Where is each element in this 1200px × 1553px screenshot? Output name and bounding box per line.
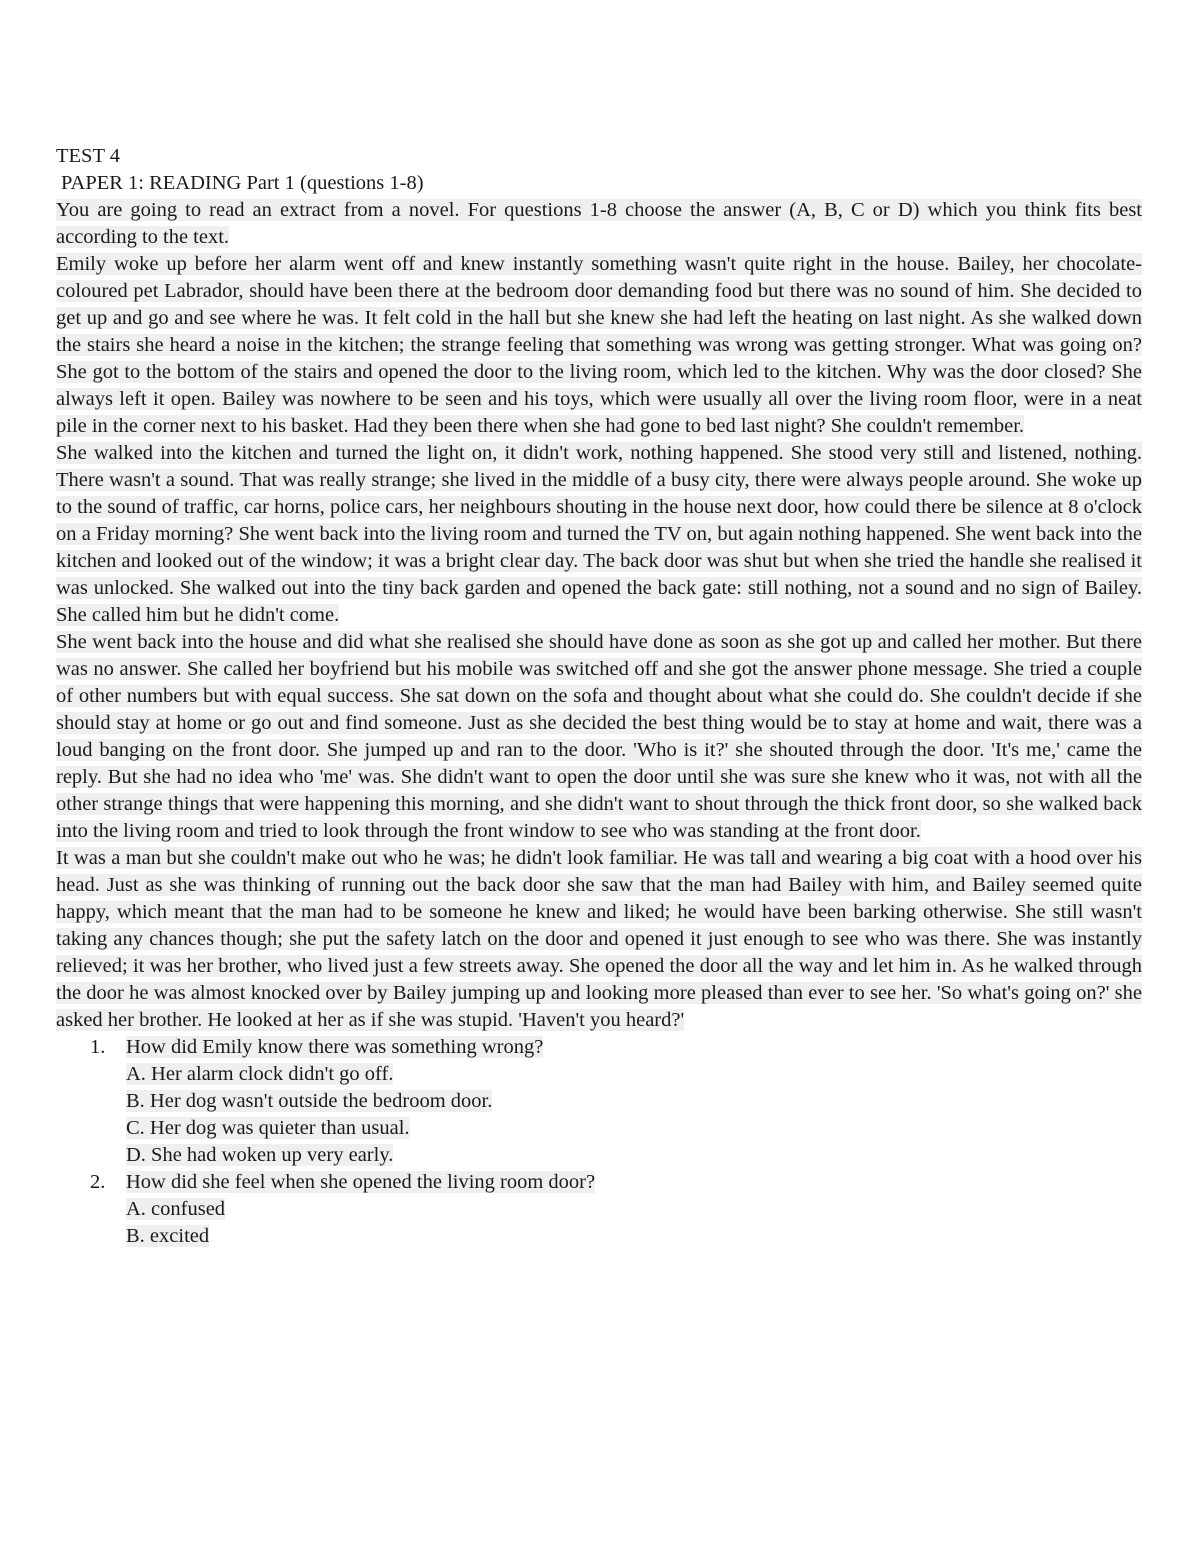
question-text: How did Emily know there was something wrong?	[126, 1036, 544, 1058]
passage-paragraph	[56, 845, 1142, 1034]
answer-option	[126, 1142, 1142, 1169]
instructions	[56, 197, 1142, 251]
option-list	[126, 1196, 1142, 1250]
question-number: 2.	[90, 1171, 106, 1193]
passage-paragraph	[56, 629, 1142, 845]
passage-paragraph-text: She went back into the house and did what she realised she should have done as soon as she got up and called her mother. But there was no answer. She called her boyfriend but his mobile was switched off and she got the answer phone message. She tried a couple of other numbers but with equal success. She sat down on the sofa and thought about what she could do. She couldn't decide if she should stay at home or go out and find someone. Just as she decided the best thing would be to stay at home and wait, there was a loud banging on the front door. She jumped up and ran to the door. 'Who is it?' she shouted through the door. 'It's me,' came the reply. But she had no idea who 'me' was. She didn't want to open the door until she was sure she knew who it was, not with all the other strange things that were happening this morning, and she didn't want to shout through the thick front door, so she walked back into the living room and tried to look through the front window to see who was standing at the front door.	[56, 631, 1142, 842]
question-item	[56, 1034, 1142, 1169]
instructions-text: You are going to read an extract from a novel. For questions 1-8 choose the answer (A, B, C or D) which you think fits best according to the text.	[56, 199, 1142, 248]
paper-title: PAPER 1: READING Part 1 (questions 1-8)	[61, 172, 424, 194]
answer-option-text: A. confused	[126, 1198, 226, 1220]
answer-option	[126, 1223, 1142, 1250]
answer-option-text: C. Her dog was quieter than usual.	[126, 1117, 410, 1139]
option-list	[126, 1061, 1142, 1169]
passage-paragraph-text: Emily woke up before her alarm went off and knew instantly something wasn't quite right in the house. Bailey, her chocolate-coloured pet Labrador, should have been there at the bedroom door demanding food but there was no sound of him. She decided to get up and go and see where he was. It felt cold in the hall but she knew she had left the heating on last night. As she walked down the stairs she heard a noise in the kitchen; the strange feeling that something was wrong was getting stronger. What was going on? She got to the bottom of the stairs and opened the door to the living room, which led to the kitchen. Why was the door closed? She always left it open. Bailey was nowhere to be seen and his toys, which were usually all over the living room floor, were in a neat pile in the corner next to his basket. Had they been there when she had gone to bed last night? She couldn't remember.	[56, 253, 1142, 437]
question-number: 1.	[90, 1036, 106, 1058]
answer-option-text: D. She had woken up very early.	[126, 1144, 394, 1166]
passage-paragraph-text: She walked into the kitchen and turned the light on, it didn't work, nothing happened. She stood very still and listened, nothing. There wasn't a sound. That was really strange; she lived in the middle of a busy city, there were always people around. She woke up to the sound of traffic, car horns, police cars, her neighbours shouting in the house next door, how could there be silence at 8 o'clock on a Friday morning? She went back into the living room and turned the TV on, but again nothing happened. She went back into the kitchen and looked out of the window; it was a bright clear day. The back door was shut but when she tried the handle she realised it was unlocked. She walked out into the tiny back garden and opened the back gate: still nothing, not a sound and no sign of Bailey. She called him but he didn't come.	[56, 442, 1142, 626]
passage-paragraph	[56, 251, 1142, 440]
document-page	[56, 143, 1142, 1250]
answer-option-text: B. Her dog wasn't outside the bedroom door.	[126, 1090, 493, 1112]
answer-option-text: A. Her alarm clock didn't go off.	[126, 1063, 394, 1085]
question-text: How did she feel when she opened the living room door?	[126, 1171, 596, 1193]
answer-option	[126, 1088, 1142, 1115]
question-list	[56, 1034, 1142, 1250]
passage-paragraph	[56, 440, 1142, 629]
passage-paragraph-text: It was a man but she couldn't make out who he was; he didn't look familiar. He was tall and wearing a big coat with a hood over his head. Just as she was thinking of running out the back door she saw that the man had Bailey with him, and Bailey seemed quite happy, which meant that the man had to be someone he knew and liked; he would have been barking otherwise. She still wasn't taking any chances though; she put the safety latch on the door and opened it just enough to see who was there. She was instantly relieved; it was her brother, who lived just a few streets away. She opened the door all the way and let him in. As he walked through the door he was almost knocked over by Bailey jumping up and looking more pleased than ever to see her. 'So what's going on?' she asked her brother. He looked at her as if she was stupid. 'Haven't you heard?'	[56, 847, 1142, 1031]
question-item	[56, 1169, 1142, 1250]
test-title: TEST 4	[56, 145, 120, 167]
answer-option-text: B. excited	[126, 1225, 210, 1247]
answer-option	[126, 1196, 1142, 1223]
answer-option	[126, 1061, 1142, 1088]
answer-option	[126, 1115, 1142, 1142]
